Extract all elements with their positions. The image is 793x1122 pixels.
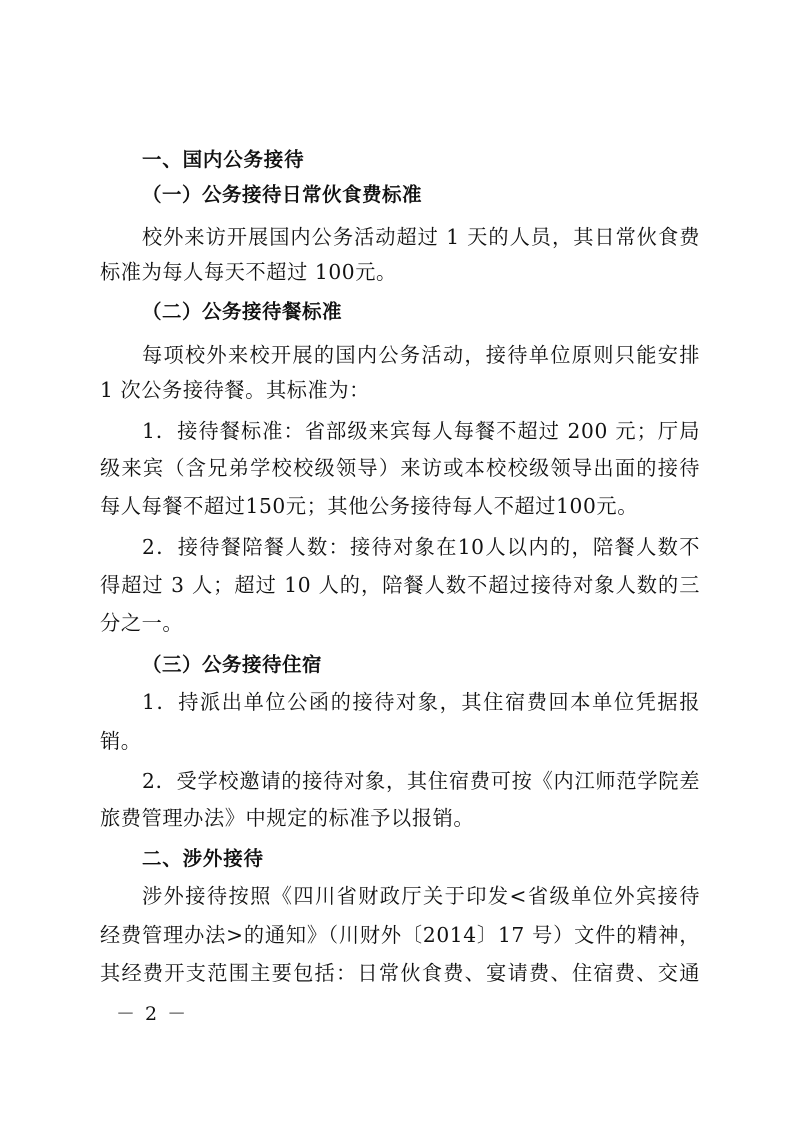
subheading-reception-accommodation: （三）公务接待住宿 [142,653,323,676]
paragraph-line: 标准为每人每天不超过 100元。 [100,260,397,284]
paragraph-line: 旅费管理办法》中规定的标准予以报销。 [100,806,475,830]
paragraph-line: 1 次公务接待餐。其标准为： [100,378,370,402]
section-heading-domestic-reception: 一、国内公务接待 [142,148,305,171]
paragraph-line: 涉外接待按照《四川省财政厅关于印发<省级单位外宾接待 [142,884,700,908]
paragraph-line: 得超过 3 人；超过 10 人的，陪餐人数不超过接待对象人数的三 [100,573,700,597]
paragraph-line: 分之一。 [100,611,184,635]
page-number: － 2 － [116,1003,189,1025]
paragraph-line: 1．接待餐标准：省部级来宾每人每餐不超过 200 元；厅局 [142,419,700,443]
paragraph-line: 2．接待餐陪餐人数：接待对象在10人以内的，陪餐人数不 [142,535,700,559]
subheading-reception-meal-standard: （二）公务接待餐标准 [142,300,343,323]
paragraph-line: 每人每餐不超过150元；其他公务接待每人不超过100元。 [100,494,638,518]
section-heading-foreign-reception: 二、涉外接待 [142,847,264,870]
paragraph-line: 1．持派出单位公函的接待对象，其住宿费回本单位凭据报 [142,690,700,714]
subheading-daily-meal-standard: （一）公务接待日常伙食费标准 [142,183,423,206]
paragraph-line: 经费管理办法>的通知》（川财外〔2014〕17 号）文件的精神， [100,923,700,947]
paragraph-line: 其经费开支范围主要包括：日常伙食费、宴请费、住宿费、交通 [100,961,700,985]
paragraph-line: 校外来访开展国内公务活动超过 1 天的人员，其日常伙食费 [142,225,700,249]
paragraph-line: 每项校外来校开展的国内公务活动，接待单位原则只能安排 [142,343,700,367]
paragraph-line: 级来宾（含兄弟学校校级领导）来访或本校校级领导出面的接待 [100,456,700,480]
paragraph-line: 销。 [100,729,142,753]
paragraph-line: 2．受学校邀请的接待对象，其住宿费可按《内江师范学院差 [142,769,700,793]
